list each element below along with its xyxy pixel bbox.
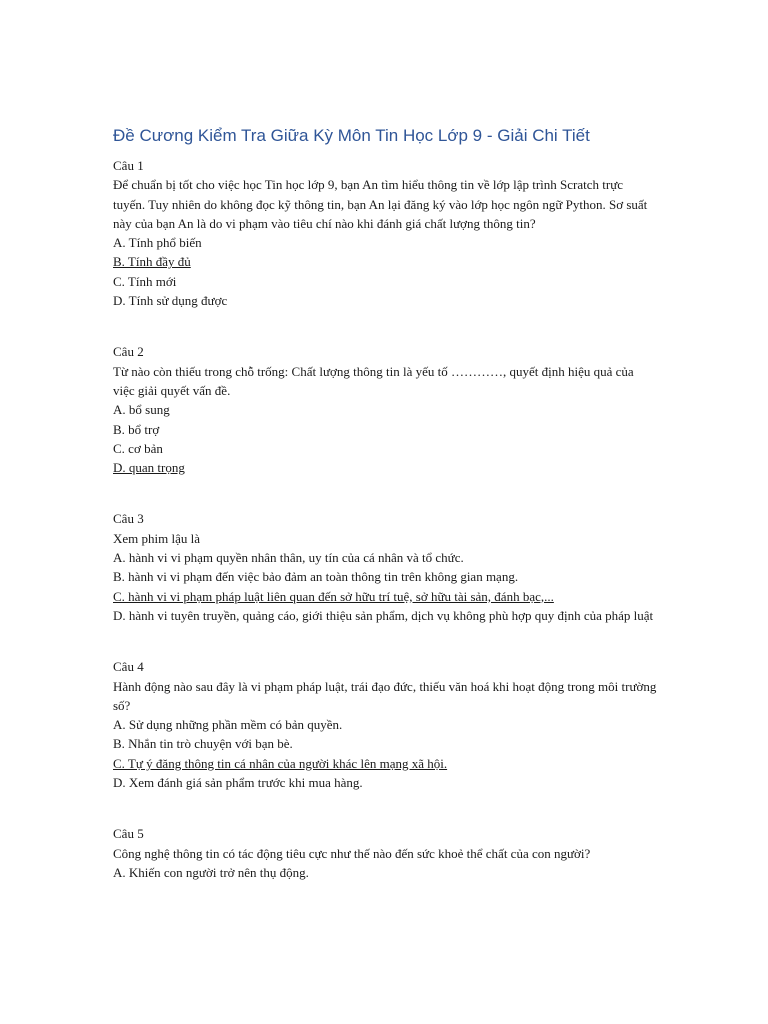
question-label: Câu 4 — [113, 659, 144, 675]
question-block — [113, 824, 658, 882]
answer-option-correct: C. hành vi vi phạm pháp luật liên quan đến sở hữu trí tuệ, sở hữu tài sản, đánh bạc,... — [113, 588, 554, 604]
question-block — [113, 509, 658, 625]
question-text: Hành động nào sau đây là vi phạm pháp luật, trái đạo đức, thiếu văn hoá khi hoạt động trong môi trường số? — [113, 678, 657, 713]
question-spacer — [113, 625, 658, 657]
document-page — [113, 124, 658, 882]
question-text: Xem phim lậu là — [113, 530, 201, 546]
question-label: Câu 3 — [113, 511, 144, 527]
answer-option-correct: C. Tự ý đăng thông tin cá nhân của người khác lên mạng xã hội. — [113, 755, 448, 771]
answer-option-correct: B. Tính đầy đủ — [113, 254, 191, 270]
answer-option: A. hành vi vi phạm quyền nhân thân, uy tín của cá nhân và tổ chức. — [113, 550, 464, 566]
answer-option: D. Tính sử dụng được — [113, 293, 228, 309]
question-label: Câu 5 — [113, 826, 144, 842]
answer-option: C. Tính mới — [113, 273, 177, 289]
answer-option: A. bổ sung — [113, 402, 170, 418]
question-text: Để chuẩn bị tốt cho việc học Tin học lớp 9, bạn An tìm hiểu thông tin về lớp lập trình Scratch trực tuyến. Tuy nhiên do không đọc kỹ thông tin, bạn An lại đăng ký vào lớp học ngôn ngữ Python. Sơ suất này của bạn An là do vi phạm vào tiêu chí nào khi đánh giá chất lượng thông tin? — [113, 177, 648, 231]
answer-option: A. Sử dụng những phần mềm có bản quyền. — [113, 717, 343, 733]
answer-option: D. Xem đánh giá sản phẩm trước khi mua hàng. — [113, 775, 363, 791]
question-label: Câu 2 — [113, 344, 144, 360]
question-list — [113, 156, 658, 882]
answer-option: A. Khiến con người trở nên thụ động. — [113, 864, 309, 880]
question-label: Câu 1 — [113, 158, 144, 173]
answer-option: C. cơ bản — [113, 440, 163, 456]
question-spacer — [113, 310, 658, 342]
question-block — [113, 156, 658, 310]
question-text: Công nghệ thông tin có tác động tiêu cực như thế nào đến sức khoẻ thể chất của con người? — [113, 845, 591, 861]
answer-option: A. Tính phổ biến — [113, 235, 202, 251]
answer-option: B. bổ trợ — [113, 421, 160, 437]
question-block — [113, 342, 658, 477]
answer-option-correct: D. quan trọng — [113, 460, 185, 476]
question-block — [113, 657, 658, 792]
question-spacer — [113, 477, 658, 509]
answer-option: B. Nhắn tin trò chuyện với bạn bè. — [113, 736, 293, 752]
question-spacer — [113, 792, 658, 824]
answer-option: B. hành vi vi phạm đến việc bảo đảm an toàn thông tin trên không gian mạng. — [113, 569, 519, 585]
document-title: Đề Cương Kiểm Tra Giữa Kỳ Môn Tin Học Lớp 9 - Giải Chi Tiết — [113, 126, 590, 145]
answer-option: D. hành vi tuyên truyền, quảng cáo, giới thiệu sản phẩm, dịch vụ không phù hợp quy định của pháp luật — [113, 607, 654, 623]
question-text: Từ nào còn thiếu trong chỗ trống: Chất lượng thông tin là yếu tố …………, quyết định hiệu quả của việc giải quyết vấn đề. — [113, 363, 634, 398]
